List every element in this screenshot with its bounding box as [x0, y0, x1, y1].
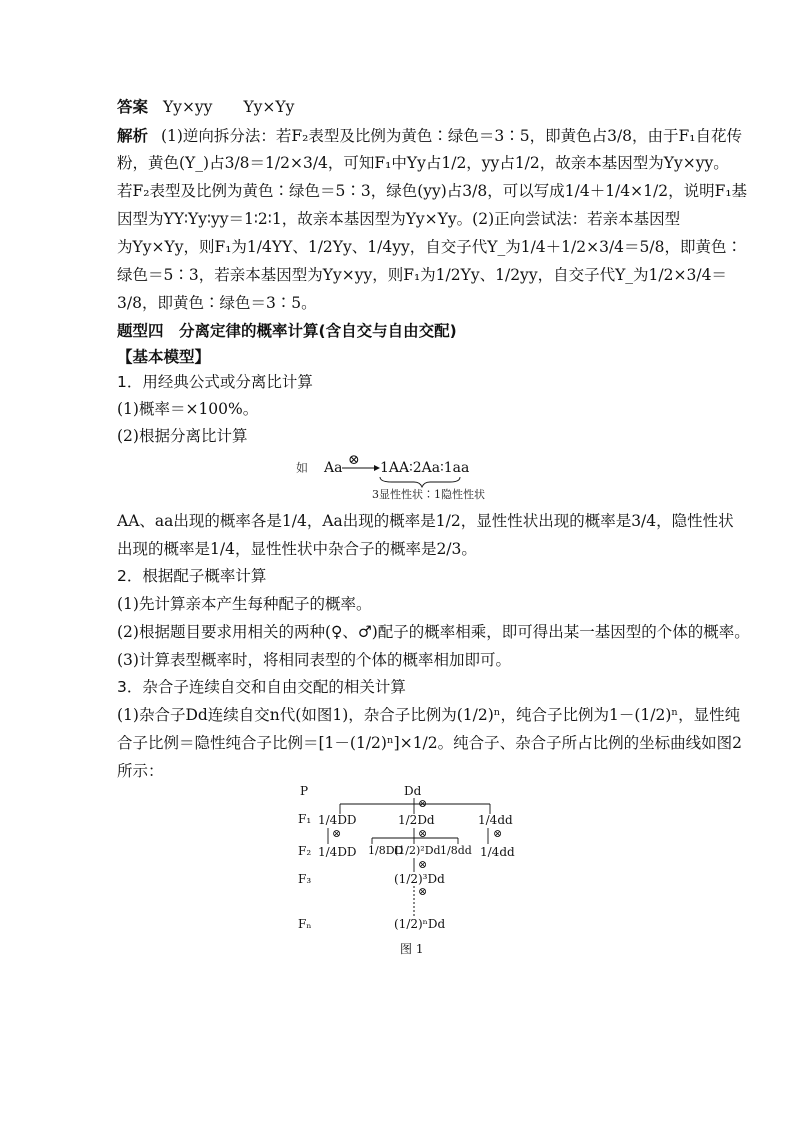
selfing-tree-figure — [290, 782, 530, 958]
node-f1-dd-right: 1/4dd — [478, 813, 513, 827]
node-f3-dd: (1/2)³Dd — [394, 872, 445, 886]
item1-title: 1．用经典公式或分离比计算 — [117, 373, 313, 391]
node-f2-dd-mid: (1/2)²Dd — [394, 844, 441, 857]
analysis-line-4: 因型为YY∶Yy∶yy＝1∶2∶1，故亲本基因型为Yy×Yy。(2)正向尝试法：若亲本基因型 — [117, 210, 681, 228]
analysis-line-3: 若F₂表型及比例为黄色∶绿色＝5∶3，绿色(yy)占3/8，可以写成1/4＋1/4×1/2，说明F₁基 — [117, 182, 748, 200]
analysis-line-5: 为Yy×Yy，则F₁为1/4YY、1/2Yy、1/4yy，自交子代Y_为1/4＋1/2×3/4＝5/8，即黄色∶ — [117, 238, 742, 256]
analysis-line-6: 绿色＝5∶3，若亲本基因型为Yy×yy，则F₁为1/2Yy、1/2yy，自交子代Y_为1/2×3/4＝ — [117, 266, 727, 284]
diagram-parent: Aa — [324, 460, 343, 476]
gen-label-p: P — [300, 784, 309, 798]
node-f2-dd-inner-right: 1/8dd — [440, 844, 472, 857]
answer-label: 答案 — [117, 98, 149, 116]
item3-text-1: (1)杂合子Dd连续自交n代(如图1)，杂合子比例为(1/2)ⁿ，纯合子比例为1－(1/2)ⁿ，显性纯 — [117, 706, 741, 724]
segregation-diagram — [296, 448, 526, 504]
gen-label-f1: F₁ — [298, 812, 312, 826]
selfing-symbol-f2: ⊗ — [418, 858, 428, 871]
selfing-symbol-f1-left: ⊗ — [332, 827, 342, 840]
node-p-dd: Dd — [404, 784, 422, 798]
item1-text-2: 出现的概率是1/4，显性性状中杂合子的概率是2/3。 — [117, 540, 477, 558]
node-f2-dd-inner-left: 1/8DD — [368, 844, 404, 857]
answer-text: Yy×yy Yy×Yy — [162, 98, 295, 116]
gen-label-f2: F₂ — [298, 844, 312, 858]
selfing-symbol: ⊗ — [348, 452, 360, 468]
diagram-prefix: 如 — [296, 461, 309, 475]
item1-p2: (2)根据分离比计算 — [117, 427, 248, 445]
node-f2-dd-left: 1/4DD — [318, 845, 357, 859]
selfing-symbol-f1-right: ⊗ — [493, 827, 503, 840]
item2-p1: (1)先计算亲本产生每种配子的概率。 — [117, 595, 372, 613]
selfing-symbol-p: ⊗ — [418, 797, 428, 810]
item3-text-2: 合子比例＝隐性纯合子比例＝[1－(1/2)ⁿ]×1/2。纯合子、杂合子所占比例的坐标曲线如图2 — [117, 734, 742, 752]
diagram-result: 1AA∶2Aa∶1aa — [380, 460, 470, 476]
item3-title: 3．杂合子连续自交和自由交配的相关计算 — [117, 678, 406, 696]
node-fn-dd: (1/2)ⁿDd — [394, 917, 446, 931]
selfing-symbol-f3: ⊗ — [418, 885, 428, 898]
analysis-line-2: 粉，黄色(Y_)占3/8＝1/2×3/4，可知F₁中Yy占1/2，yy占1/2，故亲本基因型为Yy×yy。 — [117, 154, 729, 172]
node-f1-dd-mid: 1/2Dd — [398, 813, 435, 827]
section-title: 题型四 分离定律的概率计算(含自交与自由交配) — [117, 322, 457, 340]
analysis-line-7: 3/8，即黄色∶绿色＝3∶5。 — [117, 294, 317, 312]
item2-p3: (3)计算表型概率时，将相同表型的个体的概率相加即可。 — [117, 651, 511, 669]
diagram-caption: 3显性性状∶1隐性性状 — [372, 488, 485, 501]
analysis-label: 解析 — [117, 127, 149, 145]
basic-model-heading: 【基本模型】 — [117, 348, 211, 366]
item1-text-1: AA、aa出现的概率各是1/4，Aa出现的概率是1/2，显性性状出现的概率是3/4，隐性性状 — [117, 512, 734, 530]
node-f2-dd-right: 1/4dd — [480, 845, 515, 859]
gen-label-fn: Fₙ — [298, 917, 312, 931]
item1-p1: (1)概率＝×100%。 — [117, 400, 259, 418]
selfing-symbol-f1-mid: ⊗ — [418, 827, 428, 840]
gen-label-f3: F₃ — [298, 872, 312, 886]
answer-line — [117, 97, 294, 117]
item3-text-3: 所示： — [117, 762, 164, 780]
analysis-line-1: 解析 (1)逆向拆分法：若F₂表型及比例为黄色∶绿色＝3∶5，即黄色占3/8，由于F₁自花传 — [117, 127, 743, 145]
node-f1-dd-left: 1/4DD — [318, 813, 357, 827]
item2-title: 2．根据配子概率计算 — [117, 567, 267, 585]
brace — [380, 477, 460, 487]
item2-p2: (2)根据题目要求用相关的两种(♀、♂)配子的概率相乘，即可得出某一基因型的个体的概率。 — [117, 623, 750, 641]
figure-caption: 图 1 — [400, 942, 424, 956]
